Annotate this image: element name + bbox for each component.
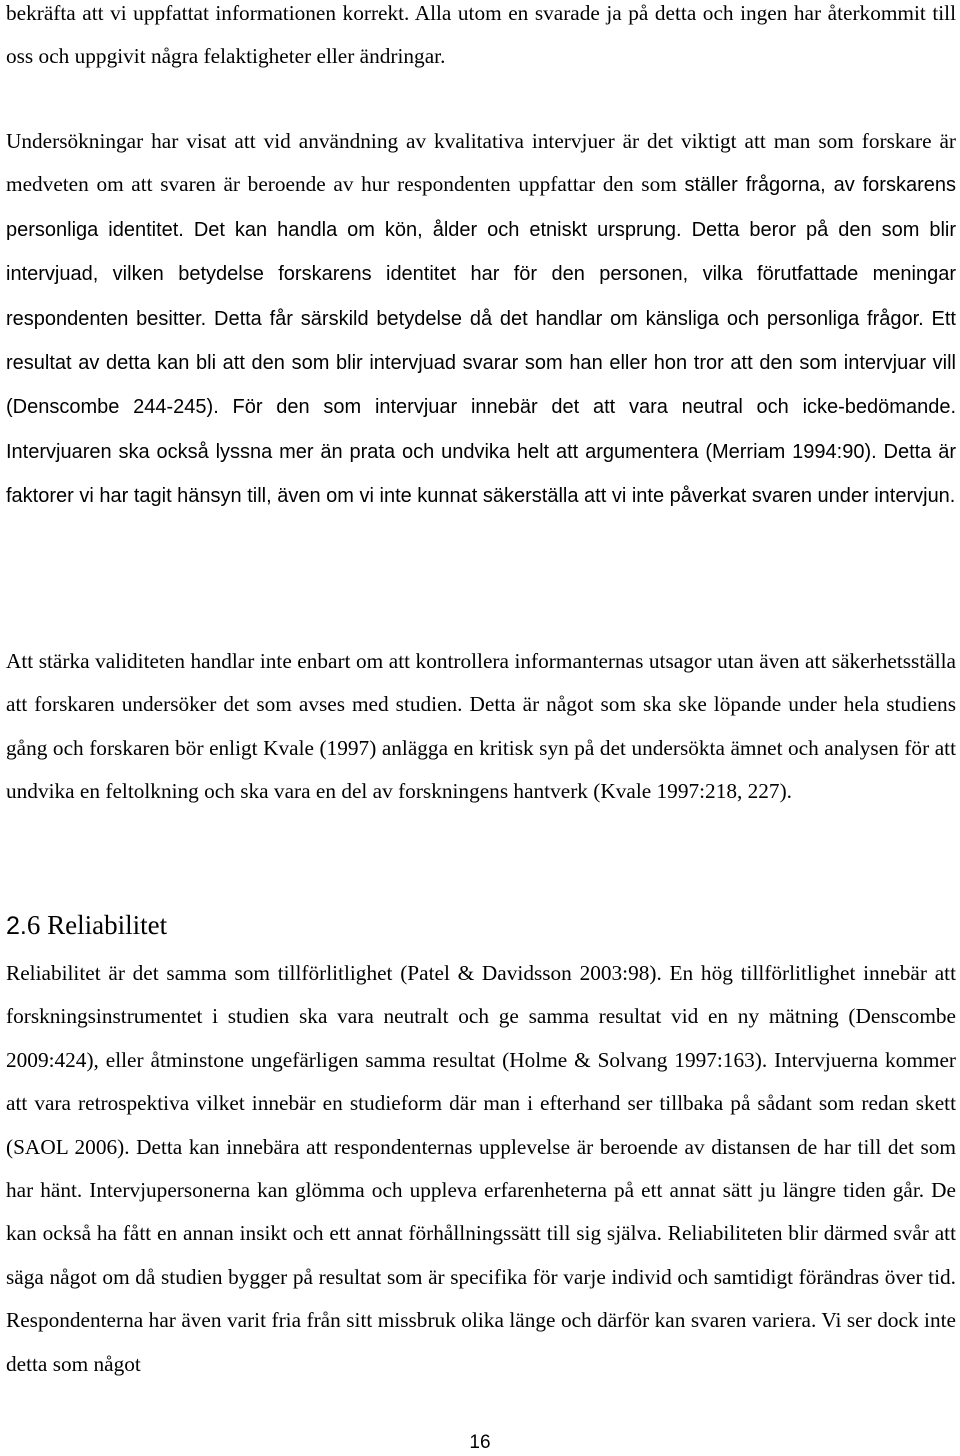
paragraph-text: Undersökningar har visat att vid användning av kvalitativa intervjuer är det viktigt att man som forskare är medveten om att svaren är beroende av hur respondenten uppfattar den som xyxy=(6,129,956,197)
paragraph-validity xyxy=(6,640,956,814)
paragraph-consent-confirmation xyxy=(6,0,956,79)
paragraph-text-sans: ställer frågorna, av forskarens personliga identitet. Det kan handla om kön, ålder och etniskt ursprung. Detta beror på den som blir intervjuad, vilken betydelse forskarens identitet har för den personen, vilka förutfattade meningar respondenten besitter. Detta får särskild betydelse då det handlar om känsliga och personliga frågor. Ett resultat av detta kan bli att den som blir intervjuad svarar som han eller hon tror att den som intervjuar vill (Denscombe 244-245). För den som intervjuar innebär det att vara neutral och icke-bedömande. Intervjuaren ska också lyssna mer än prata och undvika helt att argumentera (Merriam 1994:90). Detta är faktorer vi har tagit hänsyn till, även om vi inte kunnat säkerställa att vi inte påverkat svaren under intervjun. xyxy=(6,174,956,508)
section-title: 6 Reliabilitet xyxy=(26,910,168,940)
paragraph-text: bekräfta att vi uppfattat informationen korrekt. Alla utom en svarade ja på detta och ingen har återkommit till oss och uppgivit några felaktigheter eller ändringar. xyxy=(6,1,956,69)
section-heading xyxy=(6,905,167,946)
paragraph-researcher-identity xyxy=(6,120,956,519)
page-number: 16 xyxy=(469,1432,491,1453)
section-number: 2. xyxy=(6,912,27,940)
paragraph-text: Reliabilitet är det samma som tillförlitlighet (Patel & Davidsson 2003:98). En hög tillförlitlighet innebär att forskningsinstrumentet i studien ska vara neutralt och ge samma resultat vid en ny mätning (Denscombe 2009:424), eller åtminstone ungefärligen samma resultat (Holme & Solvang 1997:163). Intervjuerna kommer att vara retrospektiva vilket innebär en studieform där man i efterhand ser tillbaka på sådant som redan skett (SAOL 2006). Detta kan innebära att respondenternas upplevelse är beroende av distansen de har till det som har hänt. Intervjupersonerna kan glömma och uppleva erfarenheterna på ett annat sätt ju längre tiden går. De kan också ha fått en annan insikt och ett annat förhållningssätt till sig själva. Reliabiliteten blir därmed svår att säga något om då studien bygger på resultat som är specifika för varje individ och samtidigt förändras över tid. Respondenterna har även varit fria från sitt missbruk olika länge och därför kan svaren variera. Vi ser dock inte detta som något xyxy=(6,961,956,1376)
paragraph-text: Att stärka validiteten handlar inte enbart om att kontrollera informanternas utsagor utan även att säkerhetsställa att forskaren undersöker det som avses med studien. Detta är något som ska ske löpande under hela studiens gång och forskaren bör enligt Kvale (1997) anlägga en kritisk syn på det undersökta ämnet och analysen för att undvika en feltolkning och ska vara en del av forskningens hantverk (Kvale 1997:218, 227). xyxy=(6,649,956,804)
paragraph-reliability xyxy=(6,952,956,1386)
